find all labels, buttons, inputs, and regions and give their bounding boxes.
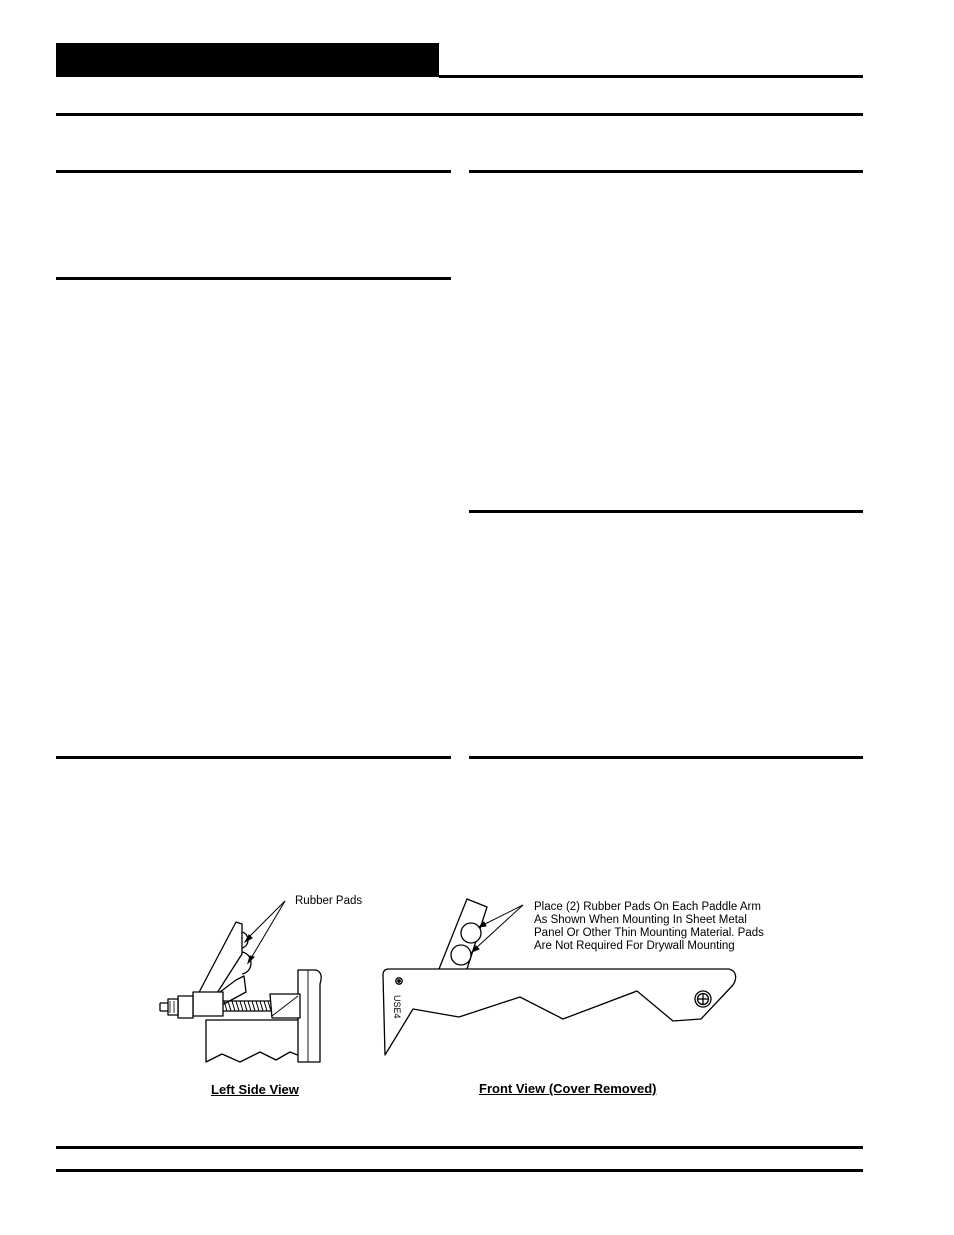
left-side-view-drawing [150, 880, 350, 1070]
hex-nut-inner [168, 999, 178, 1015]
board-outline [383, 969, 736, 1055]
rubber-pad-circle-1 [461, 923, 481, 943]
left-section-rule-2 [56, 277, 451, 280]
header-rule [439, 75, 863, 78]
right-section-rule-2 [469, 510, 863, 513]
rubber-pad-lower [242, 952, 251, 974]
callout-line-1: Place (2) Rubber Pads On Each Paddle Arm [534, 901, 761, 913]
front-view-caption: Front View (Cover Removed) [479, 1081, 657, 1096]
rubber-pads-callout: Rubber Pads [295, 895, 363, 907]
board-marking: USE4 [392, 995, 402, 1019]
rubber-pad-circle-2 [451, 945, 471, 965]
left-section-rule-1 [56, 170, 451, 173]
panel-wall [298, 970, 321, 1062]
callout-line-3: Panel Or Other Thin Mounting Material. Pads [534, 927, 764, 939]
callout-line-2: As Shown When Mounting In Sheet Metal [534, 914, 747, 926]
right-section-rule-3 [469, 756, 863, 759]
top-rule [56, 113, 863, 116]
callout-line-4: Are Not Required For Drywall Mounting [534, 940, 735, 952]
phillips-screw [695, 991, 711, 1007]
front-view-callout [534, 901, 784, 953]
right-section-rule-1 [469, 170, 863, 173]
left-section-rule-3 [56, 756, 451, 759]
mounting-base [206, 1020, 300, 1062]
left-side-view-caption: Left Side View [211, 1082, 299, 1097]
footer-rule-1 [56, 1146, 863, 1149]
header-tab [56, 43, 439, 77]
hex-nut-outer [178, 996, 193, 1018]
footer-rule-2 [56, 1169, 863, 1172]
clamp-block [193, 992, 223, 1016]
